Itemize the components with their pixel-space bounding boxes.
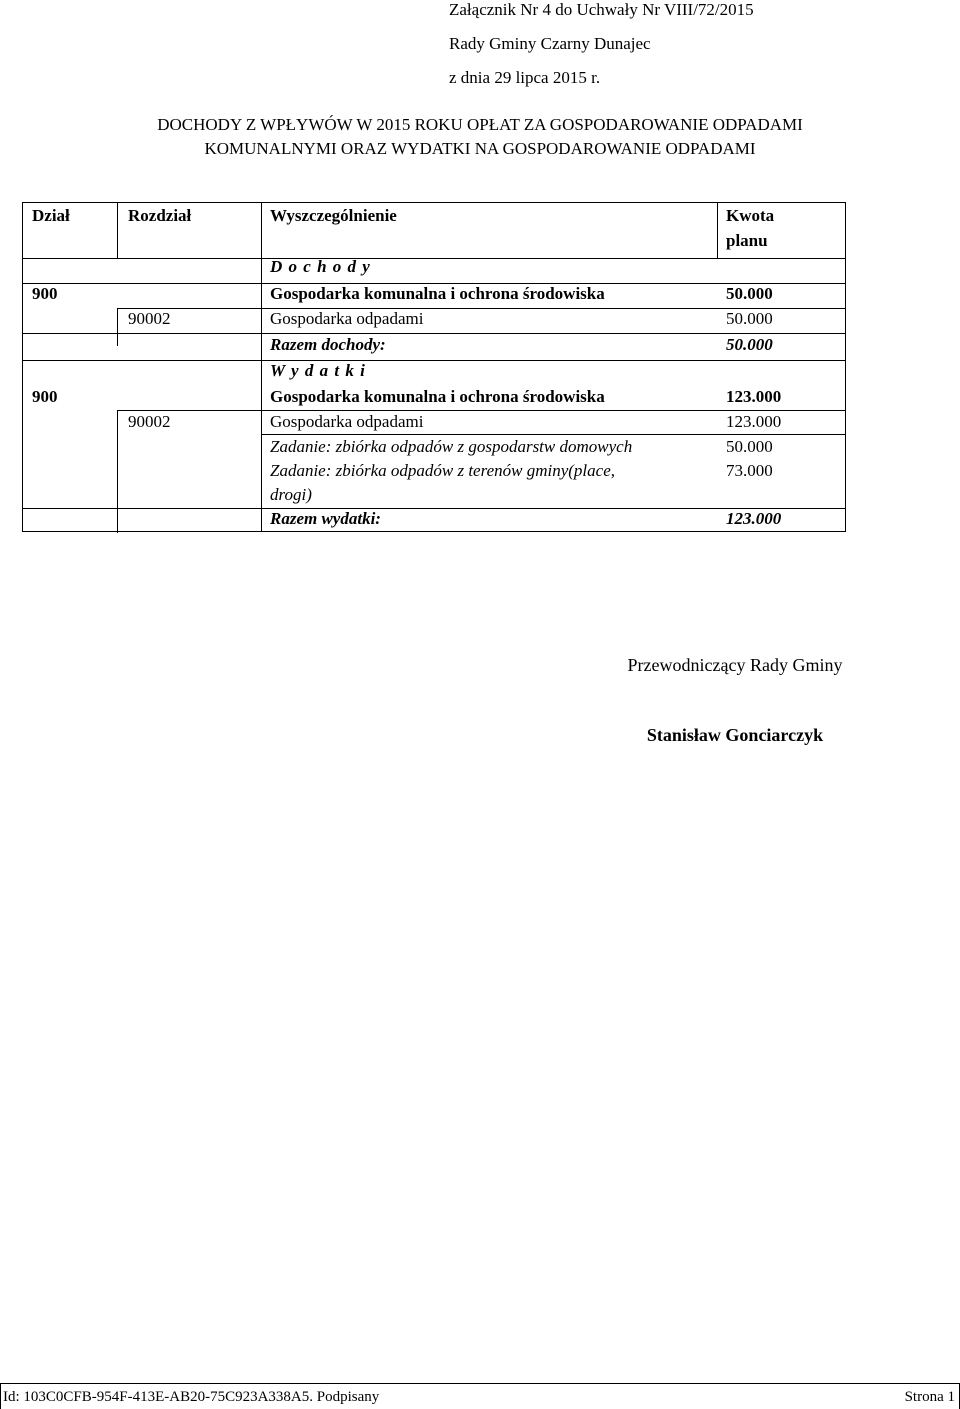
header-rozdzial: Rozdział bbox=[128, 206, 192, 225]
dochody-total-label: Razem dochody: bbox=[270, 335, 386, 354]
dochody-dzial: 900 bbox=[32, 284, 58, 303]
dochody-total-amount: 50.000 bbox=[726, 335, 773, 354]
task-municipal-areas-name: Zadanie: zbiórka odpadów z terenów gminy(place, bbox=[270, 461, 615, 480]
section-wydatki: W y d a t k i bbox=[270, 361, 366, 380]
page-number: Strona 1 bbox=[904, 1389, 955, 1405]
dochody-dzial-amount: 50.000 bbox=[726, 284, 773, 303]
wydatki-dzial-amount: 123.000 bbox=[726, 387, 782, 406]
document-id: Id: 103C0CFB-954F-413E-AB20-75C923A338A5. Podpisany bbox=[3, 1389, 380, 1405]
dochody-rozdzial-amount: 50.000 bbox=[726, 309, 773, 328]
wydatki-dzial: 900 bbox=[32, 387, 58, 406]
task-households-name: Zadanie: zbiórka odpadów z gospodarstw domowych bbox=[270, 437, 633, 456]
wydatki-rozdzial-amount: 123.000 bbox=[726, 412, 782, 431]
dochody-rozdzial-name: Gospodarka odpadami bbox=[270, 309, 424, 328]
document-title-line2: KOMUNALNYMI ORAZ WYDATKI NA GOSPODAROWANIE ODPADAMI bbox=[204, 139, 756, 158]
budget-table bbox=[22, 202, 846, 532]
resolution-date: z dnia 29 lipca 2015 r. bbox=[449, 68, 601, 87]
dochody-dzial-name: Gospodarka komunalna i ochrona środowiska bbox=[270, 284, 605, 303]
signature-role: Przewodniczący Rady Gminy bbox=[627, 655, 843, 675]
task-municipal-areas-name-cont: drogi) bbox=[270, 485, 312, 504]
dochody-rozdzial: 90002 bbox=[128, 309, 171, 328]
section-dochody: D o c h o d y bbox=[270, 257, 371, 276]
wydatki-dzial-name: Gospodarka komunalna i ochrona środowiska bbox=[270, 387, 605, 406]
header-dzial: Dział bbox=[32, 206, 70, 225]
task-municipal-areas-amount: 73.000 bbox=[726, 461, 773, 480]
page-footer bbox=[0, 1383, 960, 1409]
header-wyszczegolnienie: Wyszczególnienie bbox=[270, 206, 397, 225]
header-planu: planu bbox=[726, 231, 768, 250]
header-kwota: Kwota bbox=[726, 206, 775, 225]
wydatki-rozdzial: 90002 bbox=[128, 412, 171, 431]
wydatki-rozdzial-name: Gospodarka odpadami bbox=[270, 412, 424, 431]
attachment-reference: Załącznik Nr 4 do Uchwały Nr VIII/72/2015 bbox=[449, 0, 754, 19]
wydatki-total-label: Razem wydatki: bbox=[270, 509, 381, 528]
council-name: Rady Gminy Czarny Dunajec bbox=[449, 34, 651, 53]
document-title-line1: DOCHODY Z WPŁYWÓW W 2015 ROKU OPŁAT ZA GOSPODAROWANIE ODPADAMI bbox=[157, 115, 803, 134]
wydatki-total-amount: 123.000 bbox=[726, 509, 782, 528]
signature-name: Stanisław Gonciarczyk bbox=[646, 725, 824, 745]
task-households-amount: 50.000 bbox=[726, 437, 773, 456]
